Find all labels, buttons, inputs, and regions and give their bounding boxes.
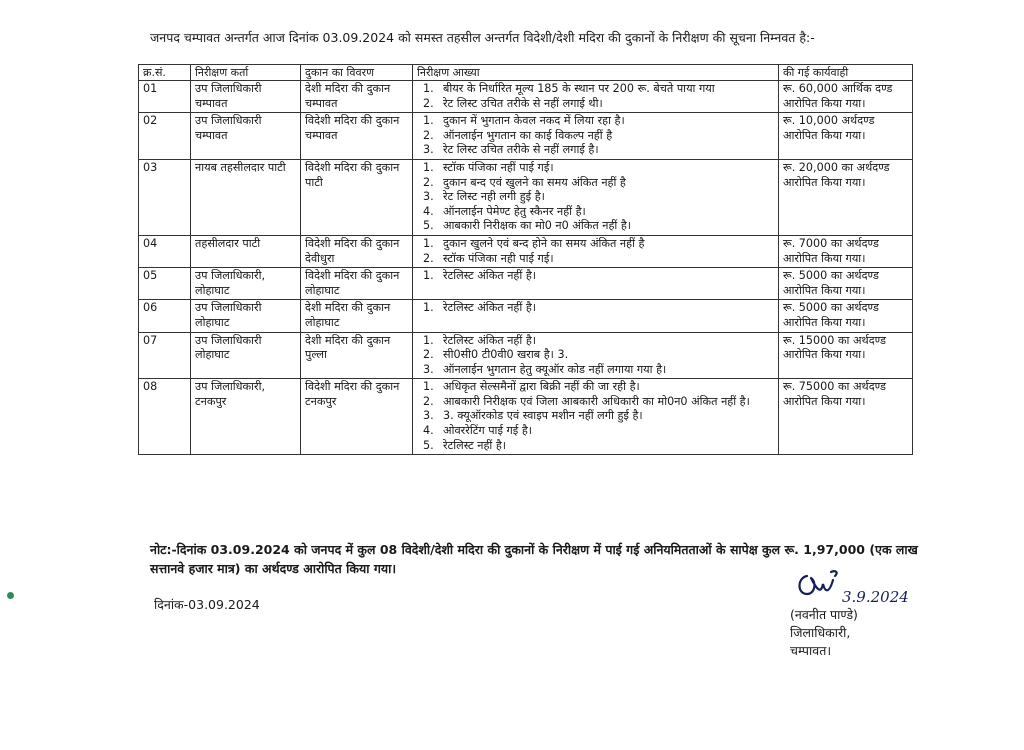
observation-number: 1. bbox=[423, 82, 434, 95]
cell-action: रू. 5000 का अर्थदण्ड आरोपित किया गया। bbox=[779, 268, 913, 300]
signature-scribble bbox=[793, 568, 841, 608]
observation-item bbox=[423, 333, 774, 349]
cell-officer: उप जिलाधिकारी चम्पावत bbox=[191, 81, 301, 113]
cell-sno: 04 bbox=[139, 235, 191, 267]
observation-number: 1. bbox=[423, 380, 434, 394]
observation-item bbox=[423, 394, 774, 410]
observation-text: दुकान बन्द एवं खुलने का समय अंकित नहीं है bbox=[443, 175, 626, 189]
cell-observations bbox=[413, 300, 779, 332]
observation-item bbox=[423, 128, 774, 144]
cell-shop: विदेशी मदिरा की दुकान लोहाघाट bbox=[301, 268, 413, 300]
observation-number: 1. bbox=[423, 114, 434, 128]
observation-item bbox=[423, 362, 774, 378]
cell-observations bbox=[413, 235, 779, 267]
observation-text: रेटलिस्ट अंकित नहीं है। bbox=[443, 269, 536, 283]
cell-officer: उप जिलाधिकारी चम्पावत bbox=[191, 113, 301, 160]
observation-item bbox=[423, 409, 774, 424]
cell-sno: 08 bbox=[139, 379, 191, 455]
table-row bbox=[139, 113, 913, 160]
signature-icon bbox=[793, 568, 841, 602]
cell-officer: उप जिलाधिकारी, लोहाघाट bbox=[191, 268, 301, 300]
header-shop: दुकान का विवरण bbox=[301, 65, 413, 81]
observation-list bbox=[417, 82, 774, 111]
table-row bbox=[139, 159, 913, 235]
cell-shop: विदेशी मदिरा की दुकान चम्पावत bbox=[301, 113, 413, 160]
observation-text: रेट लिस्ट नही लगी हुई है। bbox=[443, 190, 545, 204]
cell-shop: देशी मदिरा की दुकान लोहाघाट bbox=[301, 300, 413, 332]
observation-number: 4. bbox=[423, 204, 434, 218]
observation-text: दुकान में भुगतान केवल नकद में लिया रहा है। bbox=[443, 114, 625, 128]
observation-item bbox=[423, 236, 774, 252]
observation-number: 3. bbox=[423, 143, 434, 157]
cell-officer: उप जिलाधिकारी लोहाघाट bbox=[191, 300, 301, 332]
observation-text: ऑनलाईन भुगतान हेतु क्यूऑर कोड नहीं लगाया गया है। bbox=[443, 362, 667, 376]
observation-number: 5. bbox=[423, 438, 434, 452]
cell-sno: 06 bbox=[139, 300, 191, 332]
header-officer: निरीक्षण कर्ता bbox=[191, 65, 301, 81]
observation-number: 1. bbox=[423, 160, 434, 174]
observation-item bbox=[423, 251, 774, 267]
observation-number: 1. bbox=[423, 269, 434, 283]
observation-number: 3. bbox=[423, 362, 434, 376]
cell-action: रू. 7000 का अर्थदण्ड आरोपित किया गया। bbox=[779, 235, 913, 267]
observation-number: 2. bbox=[423, 96, 434, 110]
observation-number: 2. bbox=[423, 251, 434, 265]
observation-number: 2. bbox=[423, 348, 434, 362]
observation-number: 2. bbox=[423, 128, 434, 142]
observation-text: रेट लिस्ट उचित तरीके से नहीं लगाई है। bbox=[443, 143, 599, 157]
observation-text: रेटलिस्ट अंकित नहीं है। bbox=[443, 333, 536, 347]
cell-officer: नायब तहसीलदार पाटी bbox=[191, 159, 301, 235]
observation-list bbox=[417, 380, 774, 453]
observation-item bbox=[423, 190, 774, 205]
table-body bbox=[139, 81, 913, 455]
observation-item bbox=[423, 438, 774, 454]
observation-number: 2. bbox=[423, 175, 434, 189]
observation-number: 3. bbox=[423, 190, 434, 204]
cell-shop: विदेशी मदिरा की दुकान पाटी bbox=[301, 159, 413, 235]
table-row bbox=[139, 332, 913, 379]
observation-item bbox=[423, 204, 774, 220]
document-heading: जनपद चम्पावत अन्तर्गत आज दिनांक 03.09.2024 को समस्त तहसील अन्तर्गत विदेशी/देशी मदिरा की दुकानों के निरीक्षण की सूचना निम्नवत है:- bbox=[150, 30, 815, 45]
observation-item bbox=[423, 219, 774, 234]
observation-item bbox=[423, 301, 774, 316]
observation-text: ऑनलाईन पेमेण्ट हेतु स्कैनर नहीं है। bbox=[443, 204, 586, 218]
observation-text: अधिकृत सेल्समैनों द्वारा बिक्री नहीं की जा रही है। bbox=[443, 380, 640, 394]
observation-item bbox=[423, 424, 774, 439]
observation-item bbox=[423, 380, 774, 395]
table-row bbox=[139, 81, 913, 113]
cell-sno: 02 bbox=[139, 113, 191, 160]
cell-observations bbox=[413, 81, 779, 113]
header-observations: निरीक्षण आख्या bbox=[413, 65, 779, 81]
cell-officer: उप जिलाधिकारी लोहाघाट bbox=[191, 332, 301, 379]
observation-number: 4. bbox=[423, 424, 434, 438]
cell-officer: तहसीलदार पाटी bbox=[191, 235, 301, 267]
observation-text: आबकारी निरीक्षक का मो0 न0 अंकित नहीं है। bbox=[443, 219, 632, 233]
cell-officer: उप जिलाधिकारी, टनकपुर bbox=[191, 379, 301, 455]
observation-item bbox=[423, 82, 774, 97]
observation-list bbox=[417, 161, 774, 234]
cell-action: रू. 5000 का अर्थदण्ड आरोपित किया गया। bbox=[779, 300, 913, 332]
observation-text: रेटलिस्ट नहीं है। bbox=[443, 438, 507, 452]
cell-action: रू. 60,000 आर्थिक दण्ड आरोपित किया गया। bbox=[779, 81, 913, 113]
observation-list bbox=[417, 269, 774, 284]
signatory-name: (नवनीत पाण्डे) bbox=[790, 607, 858, 622]
observation-list bbox=[417, 114, 774, 158]
cell-shop: देशी मदिरा की दुकान चम्पावत bbox=[301, 81, 413, 113]
header-sno: क्र.सं. bbox=[139, 65, 191, 81]
cell-observations bbox=[413, 159, 779, 235]
cell-sno: 03 bbox=[139, 159, 191, 235]
observation-item bbox=[423, 114, 774, 129]
signatory-designation: जिलाधिकारी, bbox=[790, 625, 851, 640]
cell-observations bbox=[413, 268, 779, 300]
observation-item bbox=[423, 143, 774, 158]
observation-text: रेट लिस्ट उचित तरीके से नहीं लगाई थी। bbox=[443, 96, 603, 110]
observation-text: स्टॉक पंजिका नही पाई गई। bbox=[443, 251, 554, 265]
scanner-logo-icon bbox=[7, 592, 14, 599]
cell-observations bbox=[413, 379, 779, 455]
cell-sno: 07 bbox=[139, 332, 191, 379]
observation-number: 1. bbox=[423, 236, 434, 250]
signature-date: 3.9.2024 bbox=[842, 588, 909, 606]
cell-shop: विदेशी मदिरा की दुकान देवीधुरा bbox=[301, 235, 413, 267]
cell-action: रू. 75000 का अर्थदण्ड आरोपित किया गया। bbox=[779, 379, 913, 455]
header-action: की गई कार्यवाही bbox=[779, 65, 913, 81]
observation-text: ऑनलाईन भुगतान का काई विकल्प नहीं है bbox=[443, 128, 613, 142]
cell-action: रू. 15000 का अर्थदण्ड आरोपित किया गया। bbox=[779, 332, 913, 379]
observation-text: बीयर के निर्धारित मूल्य 185 के स्थान पर 200 रू. बेचते पाया गया bbox=[443, 82, 715, 95]
observation-item bbox=[423, 96, 774, 112]
cell-sno: 01 bbox=[139, 81, 191, 113]
observation-item bbox=[423, 160, 774, 176]
observation-number: 1. bbox=[423, 301, 434, 315]
table-row bbox=[139, 379, 913, 455]
table-row bbox=[139, 235, 913, 267]
observation-text: दुकान खुलने एवं बन्द होने का समय अंकित नहीं है bbox=[443, 236, 645, 250]
inspection-table bbox=[138, 64, 913, 455]
observation-list bbox=[417, 237, 774, 266]
observation-number: 5. bbox=[423, 219, 434, 233]
observation-number: 2. bbox=[423, 394, 434, 408]
cell-action: रू. 10,000 अर्थदण्ड आरोपित किया गया। bbox=[779, 113, 913, 160]
observation-text: स्टॉक पंजिका नहीं पाई गई। bbox=[443, 160, 554, 174]
observation-text: रेटलिस्ट अंकित नहीं है। bbox=[443, 301, 536, 315]
observation-item bbox=[423, 175, 774, 191]
cell-action: रू. 20,000 का अर्थदण्ड आरोपित किया गया। bbox=[779, 159, 913, 235]
table-row bbox=[139, 300, 913, 332]
cell-observations bbox=[413, 113, 779, 160]
cell-observations bbox=[413, 332, 779, 379]
summary-note: नोट:-दिनांक 03.09.2024 को जनपद में कुल 08 विदेशी/देशी मदिरा की दुकानों के निरीक्षण में पाई गई अनियमितताओं के सापेक्ष कुल रू. 1,97,000 (एक लाख सत्तानवे हजार मात्र) का अर्थदण्ड आरोपित किया गया। bbox=[150, 542, 918, 576]
observation-number: 1. bbox=[423, 333, 434, 347]
cell-shop: विदेशी मदिरा की दुकान टनकपुर bbox=[301, 379, 413, 455]
observation-text: ओवररेटिंग पाई गई है। bbox=[443, 424, 533, 438]
observation-text: आबकारी निरीक्षक एवं जिला आबकारी अधिकारी का मो0न0 अंकित नहीं है। bbox=[443, 394, 750, 408]
signatory-block bbox=[790, 606, 858, 660]
table-header-row bbox=[139, 65, 913, 81]
table-row bbox=[139, 268, 913, 300]
observation-list bbox=[417, 334, 774, 378]
observation-item bbox=[423, 269, 774, 284]
observation-text: सी0सी0 टी0वी0 खराब है। 3. bbox=[443, 348, 569, 362]
cell-shop: देशी मदिरा की दुकान पुल्ला bbox=[301, 332, 413, 379]
signatory-place: चम्पावत। bbox=[790, 643, 832, 658]
observation-number: 3. bbox=[423, 409, 434, 423]
cell-sno: 05 bbox=[139, 268, 191, 300]
observation-item bbox=[423, 348, 774, 363]
observation-list bbox=[417, 301, 774, 316]
observation-text: 3. क्यूऑरकोड एवं स्वाइप मशीन नहीं लगी हुई है। bbox=[443, 409, 643, 423]
date-line: दिनांक-03.09.2024 bbox=[154, 597, 260, 612]
